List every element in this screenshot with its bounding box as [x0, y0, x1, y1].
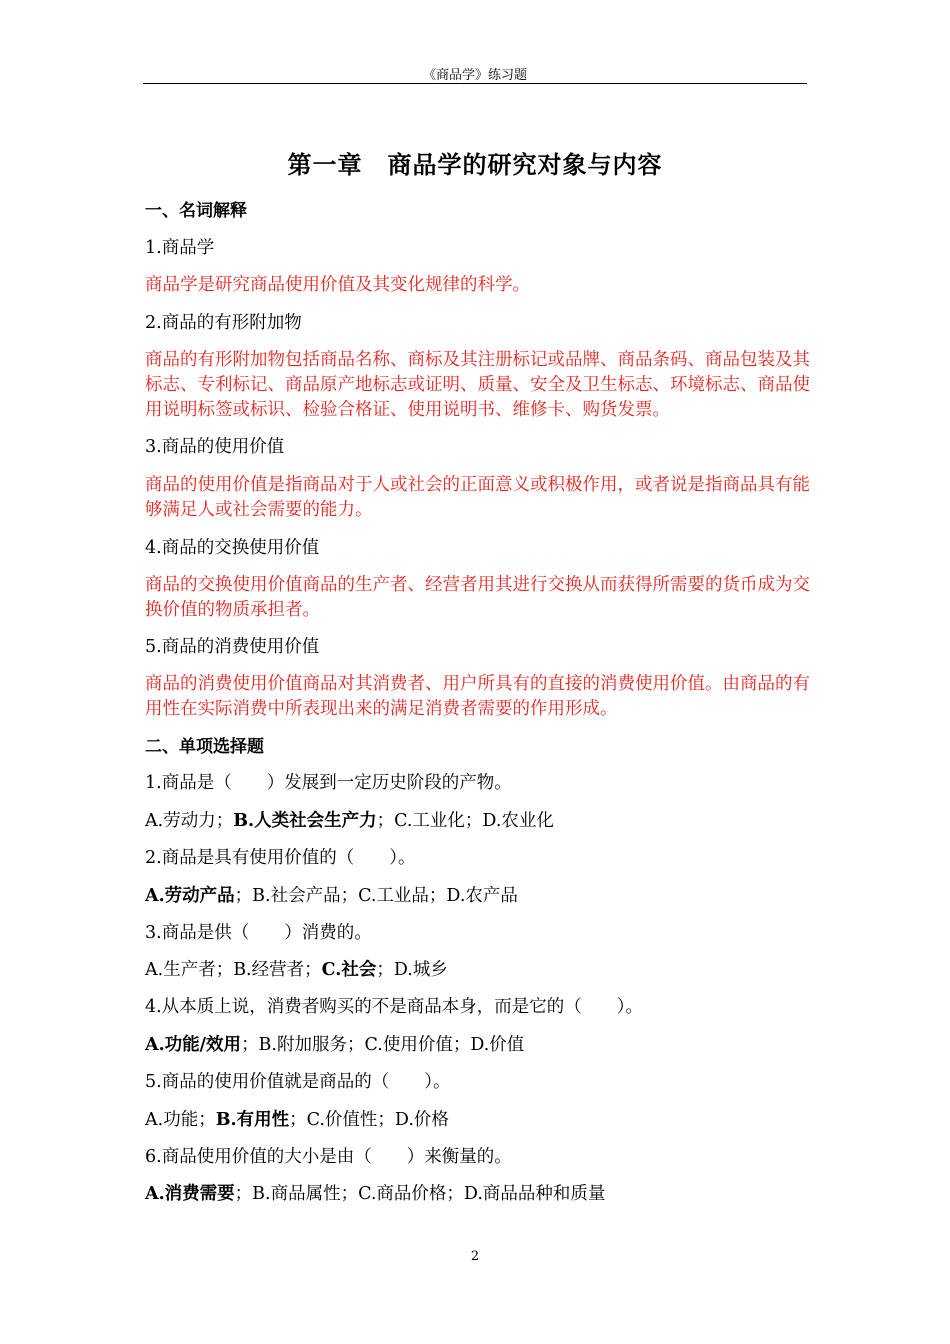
- correct-option: B.有用性: [215, 1110, 290, 1130]
- correct-option: A.功能/效用: [145, 1035, 242, 1055]
- section2-heading: 二、单项选择题: [145, 737, 264, 757]
- term-question: 4.商品的交换使用价值: [145, 538, 320, 558]
- question-options: [145, 1182, 810, 1207]
- correct-option: A.消费需要: [145, 1184, 235, 1204]
- option-text: ；B.商品属性；C.商品价格；D.商品品种和质量: [234, 1184, 606, 1204]
- term-question: 3.商品的使用价值: [145, 437, 285, 457]
- term-question: 1.商品学: [145, 238, 215, 258]
- question-options: [145, 809, 810, 834]
- question-stem: 2.商品是具有使用价值的（ ）。: [145, 848, 416, 868]
- option-text: A.劳动力；: [145, 811, 234, 831]
- option-text: A.功能；: [145, 1110, 216, 1130]
- term-question: 5.商品的消费使用价值: [145, 637, 320, 657]
- correct-option: B.人类社会生产力: [233, 811, 377, 831]
- term-question: 2.商品的有形附加物: [145, 313, 302, 333]
- correct-option: A.劳动产品: [145, 886, 235, 906]
- question-options: [145, 958, 810, 983]
- option-text: ；B.社会产品；C.工业品；D.农产品: [234, 886, 518, 906]
- option-text: ；D.城乡: [376, 960, 448, 980]
- question-options: [145, 884, 810, 909]
- term-answer: 商品的交换使用价值商品的生产者、经营者用其进行交换从而获得所需要的货币成为交换价值的物质承担者。: [145, 575, 810, 620]
- term-answer: 商品的使用价值是指商品对于人或社会的正面意义或积极作用，或者说是指商品具有能够满足人或社会需要的能力。: [145, 475, 810, 520]
- term-answer: 商品的消费使用价值商品对其消费者、用户所具有的直接的消费使用价值。由商品的有用性在实际消费中所表现出来的满足消费者需要的作用形成。: [145, 674, 810, 719]
- question-options: [145, 1033, 810, 1058]
- question-stem: 5.商品的使用价值就是商品的（ ）。: [145, 1072, 451, 1092]
- question-stem: 3.商品是供（ ）消费的。: [145, 923, 372, 943]
- page-number: 2: [470, 1249, 480, 1264]
- question-stem: 1.商品是（ ）发展到一定历史阶段的产物。: [145, 773, 512, 793]
- correct-option: C.社会: [321, 960, 377, 980]
- running-header: 《商品学》练习题: [422, 68, 527, 83]
- option-text: A.生产者；B.经营者；: [145, 960, 322, 980]
- chapter-title: 第一章 商品学的研究对象与内容: [287, 151, 663, 179]
- term-answer: 商品学是研究商品使用价值及其变化规律的科学。: [145, 275, 530, 295]
- option-text: ；B.附加服务；C.使用价值；D.价值: [241, 1035, 525, 1055]
- option-text: ；C.工业化；D.农业化: [376, 811, 554, 831]
- question-stem: 6.商品使用价值的大小是由（ ）来衡量的。: [145, 1147, 512, 1167]
- question-options: [145, 1108, 810, 1133]
- term-answer: 商品的有形附加物包括商品名称、商标及其注册标记或品牌、商品条码、商品包装及其标志、专利标记、商品原产地标志或证明、质量、安全及卫生标志、环境标志、商品使用说明标签或标识、检验合格证、使用说明书、维修卡、购货发票。: [145, 350, 810, 420]
- question-stem: 4.从本质上说，消费者购买的不是商品本身，而是它的（ ）。: [145, 997, 643, 1017]
- header-rule: [143, 83, 807, 84]
- section1-heading: 一、名词解释: [145, 201, 247, 221]
- option-text: ；C.价值性；D.价格: [289, 1110, 449, 1130]
